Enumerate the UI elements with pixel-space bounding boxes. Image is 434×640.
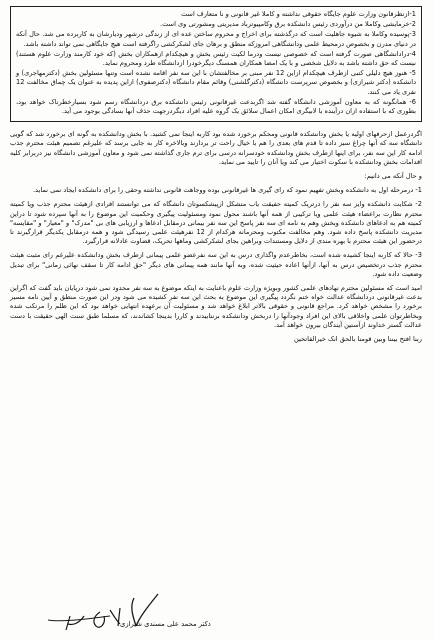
- signatory-name: دکتر محمد علی مسندی شیرازی: [120, 620, 211, 628]
- box-item-6: 6- همانگونه که به معاون آموزشی دانشگاه گفته شد اگربدعت غیرقانونی رئیس دانشکده برق دردانشگاه رسم شود بسیارخطرناک خواهد بود، بطوری که با استفاده ازان درآینده با لابیگری امکان اعمال سلائق یک گروه علیه افراد دیگردرجهت حذف آنها بسادگی بوجود می آید.: [16, 97, 416, 116]
- closing-prayer: ربنا افتح بیننا وبین قومنا بالحق انک خیرالفاتحین: [293, 335, 422, 344]
- point-2: 2- شکایت دانشکده وایز سه نفر را درتریک کمیته حفیقت یاب متشکل ازپیشکسوتان دانشگاه که می توانستند افرادی ازهیئت محترم جذب ویا کمیته محترم نظارت براعضاء هیئت علمی ویا ترکیبی از همه آنها باشند محول نمود ومسئولیت پیگیری وحکمیت این موضوع را به آنها سپرده شود تا دراین کمیته هم به ادعاهای دانشکده وبخش وهم به نامه ای سه نفر پاسخ این سه نفر بیمانی درمقابل ادعاها و ارزیابی های بی "مدرک" و "معیار" و "مقایسه" مدیریت دانشکده پاسخ داده شود. وهم مخالفت مکتوب ومحرمانه هرکدام از 12 نفرهیئت علمی رسیدگی شود و همه درمقابل یکدیگر قرارگیرند تا درحضور این هیئت محترم با بهره مندی از دلایل ومستندات وبراهین بجای لشکرکشی وماهها تحریک، قضاوت عادلانه قرارگیرد.: [10, 200, 423, 246]
- box-item-3: 3-پوسیده وکاملا به شیوه جاهلیت است که درگذشته برای اخراج و محروم ساختن عده ای از زندگی درشهر ودیارشان به کاربرده می شد. حال آنکه در دنیای مدرن و بخصوص درمحیط علمی ودانشگاهی امروزکه منطق و برهان جای لشکرکشی راگرفته است هیچ جایگاهی نمی تواند داشته باشد.: [16, 30, 416, 48]
- paragraph-2: و حال آنکه می دانیم:: [364, 172, 422, 181]
- letter-text: [10, 6, 422, 349]
- box-item-1: 1-ازنظرقانون وزارت علوم جایگاه حقوقی نداشته و کاملا غیر قانونی و نا متعارف است: [180, 10, 416, 18]
- paragraph-1: اگردرعمل ازحرفهای اولیه یا بخش ودانشکده قانونی ومحکم برخورد شده بود کاربه اینجا نمی کشید. با بخش ودانشکده به گونه ای برخورد شد که گویی دانشگاه سه که آنها چراغ سبز داده تا قدم های بعدی را هم با خیال راحت تر بردارند وبالاخره کار به جایی برسد که علیرغم تصمیم هیئت محترم جذب ادامه کار این سه نفر، برای اینها ازطرف بخش ودانشکده خودسرانه درسی برای ترم جاری گذاشته نمی شود و معاون آموزشی دانشگاه نیز دربرابر کلیه اقدامات بخش ودانشکده با سکوت اختیار می کند ویا آنان را تایید می نماید.: [10, 130, 422, 166]
- paragraph-3: امید است که مسئولین محترم نهادهای علمی کشور وبویژه وزارت علوم باعنایت به اینکه موضوع به سه نفر محدود نمی شود درپایان باید گفت که اگراین بدعت غیرقانونی دردانشگاه عدالت خواه ختم نگردد پیگیری این موضوع به بحث این سه نفر کشیده می شود ودر این صورت منطق و آیین نامه مسیر برخورد را مشخص خواهد کرد. مراجع قانونی و حقوقی بالاتر ابلاغ خواهد شد و مسئولیت آن برعهده انتهایی خواهد بود که این ظلم را مرتکب شده وبخاطرتوان علمی واخلاقی بالای این افراد وجودآنها را دربخش ودانشکده برنتابیدند و کاررا بدینجا کشاندند، که مسلما طبق سنت الهی حقیقت با دست عدالت گستر خداوند ازآستین آیندگان بیرون خواهد آمد.: [10, 284, 422, 329]
- box-item-4: 4-درادانشگاهی صورت گرفته است که خصوصی نیست ودرما لکیت رئیس بخش و هیچکدام ازهمکاران بخش (که خود کارمند وزارت علوم هستند) نیست که حق داشته باشد به دلایل شخصی و با یک امضا همکاران همسنگ دیگرخودرا ازدانشگاه طرد ومحروم نماید.: [16, 49, 416, 68]
- point-3: 3- حالا که کاربه اینجا کشیده شده است، بخاطرعدم واگذاری درس به این سه نفرعضو علمی پیمانی ازطرف بخش ودانشکده علیرغم رای مثبت هیئت محترم جذب درتخصیص درس به آنها، ازآنها اعاده حیثیت شده، وبه آنها مانند همه پیمانی های دیگر "حق ادامه کار تا سقف نهائی زمانی" برای تبدیل وضعیت داده شود.: [10, 251, 422, 278]
- signature-scribble: [40, 586, 190, 636]
- body-text: [10, 130, 422, 344]
- point-1: 1- درمرحله اول به دانشکده وبخش تفهیم نمود که رای گیری ها غیرقانونی بوده ووجاهت قانونی نداشته وحقی را برای دانشکده ایجاد نمی نماید.: [32, 186, 422, 195]
- box-item-5: 5- هنوز هیچ دلیلی کتبی ازطرف هیچکدام ازاین 12 نفر مبنی بر مخالفتشان با این سه نفر اقامه نشده است وتنها مسئولین بخش (دکترمهاجری) و دانشکده (دکتر شیرازی) و بخصوص سرپرست دانشگاه (دکترگلشنی) وقائم مقام دانشگاه (دکترصفوی) ازاین پدیده به عنوان یک چماق مخالفت 12 نفری یاد می کنند.: [16, 69, 416, 96]
- handwritten-signature: [40, 586, 190, 636]
- boxed-points: [10, 6, 422, 122]
- box-item-2: 2-خرمایشی وکاملا من درآوردی رئیس دانشکده برق وکامپیوترباد مدیریتی ومشورتی وی است.: [159, 20, 416, 29]
